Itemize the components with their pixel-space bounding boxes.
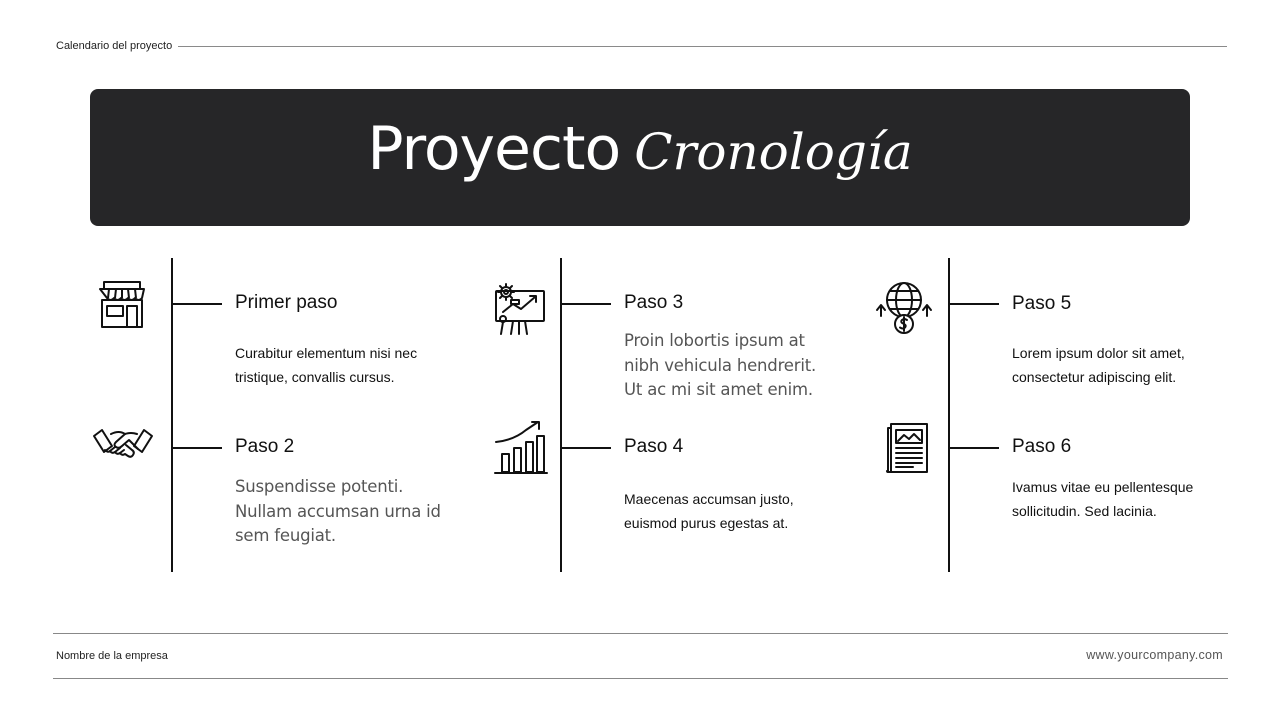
timeline-line-1: [171, 258, 173, 572]
step-4-title: Paso 4: [624, 436, 684, 457]
step-2-text: Suspendisse potenti. Nullam accumsan urna id sem feugiat.: [235, 477, 441, 545]
timeline-line-3: [948, 258, 950, 572]
growth-chart-icon: [490, 420, 552, 476]
connector-step-2: [172, 447, 222, 449]
footer-divider-top: [53, 633, 1228, 634]
store-icon: [91, 278, 153, 334]
page-title-main: Proyecto: [367, 114, 621, 184]
connector-step-5: [949, 303, 999, 305]
global-finance-icon: [873, 280, 935, 336]
connector-step-1: [172, 303, 222, 305]
header-divider: [178, 46, 1227, 47]
page-title-accent: Cronología: [634, 123, 913, 181]
step-5-title: Paso 5: [1012, 293, 1072, 314]
website-link[interactable]: www.yourcompany.com: [1086, 648, 1223, 662]
connector-step-4: [561, 447, 611, 449]
newspaper-icon: [877, 420, 939, 476]
connector-step-3: [561, 303, 611, 305]
step-1-text: Curabitur elementum nisi nec tristique, convallis cursus.: [235, 345, 418, 385]
timeline-line-2: [560, 258, 562, 572]
connector-step-6: [949, 447, 999, 449]
company-name: Nombre de la empresa: [56, 650, 168, 662]
page-title: [0, 114, 1280, 184]
step-6-title: Paso 6: [1012, 436, 1072, 457]
handshake-icon: [92, 420, 154, 476]
presentation-chart-icon: [489, 282, 551, 338]
step-3-title: Paso 3: [624, 292, 684, 313]
project-calendar-label: Calendario del proyecto: [56, 40, 173, 52]
step-4-text: Maecenas accumsan justo, euismod purus egestas at.: [624, 491, 794, 531]
step-6-text: Ivamus vitae eu pellentesque sollicitudin. Sed lacinia.: [1012, 479, 1194, 519]
step-3-text: Proin lobortis ipsum at nibh vehicula hendrerit. Ut ac mi sit amet enim.: [624, 331, 817, 399]
step-5-text: Lorem ipsum dolor sit amet, consectetur adipiscing elit.: [1012, 345, 1185, 385]
step-2-title: Paso 2: [235, 436, 295, 457]
step-1-title: Primer paso: [235, 292, 338, 313]
footer-divider-bottom: [53, 678, 1228, 679]
